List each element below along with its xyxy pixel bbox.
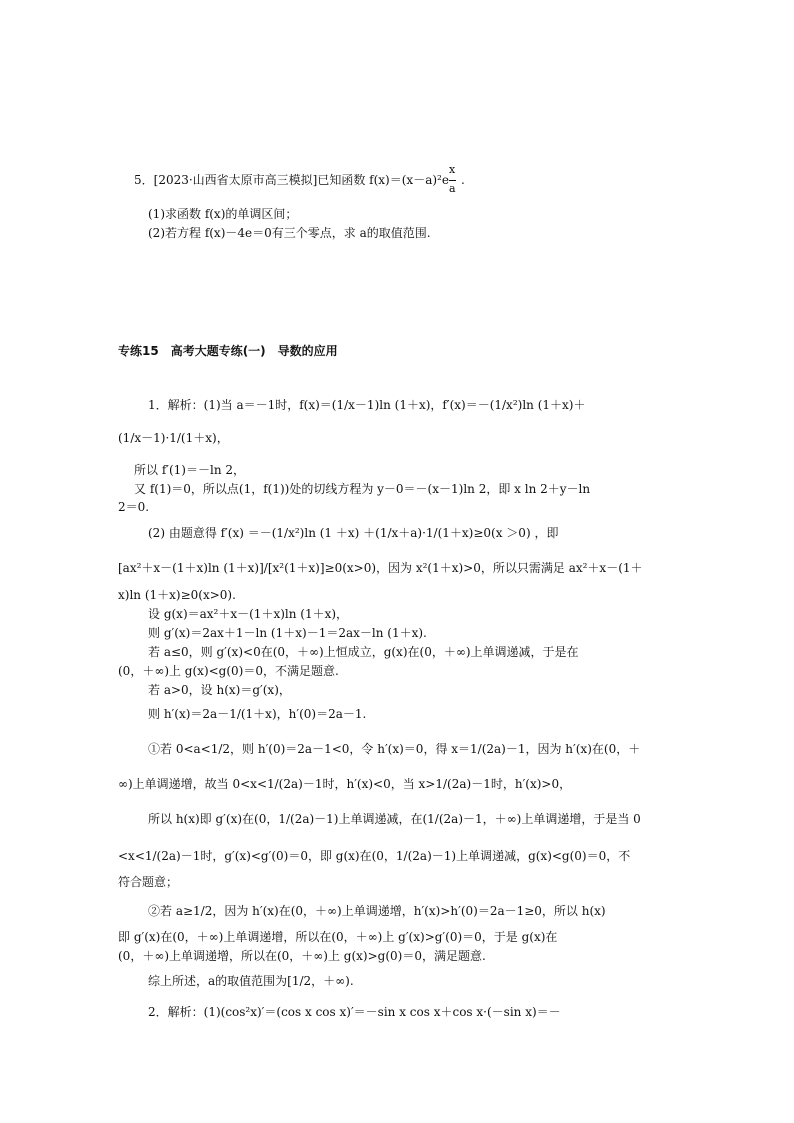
solution-line: 若 a>0，设 h(x)＝g′(x)，: [148, 683, 291, 697]
solution-line: 符合题意；: [118, 875, 179, 889]
solution-line: 则 h′(x)＝2a－1/(1＋x)，h′(0)＝2a－1.: [148, 707, 367, 721]
exponent-denominator: a: [448, 182, 456, 195]
solution-line: 1．解析：(1)当 a＝－1时，f(x)＝(1/x－1)ln (1＋x)，f′(x)＝－(1/x²)ln (1＋x)＋: [148, 398, 586, 412]
solution-line: (1/x－1)·1/(1＋x)，: [118, 431, 229, 445]
exponent-numerator: x: [448, 163, 456, 176]
solution-line: 2．解析：(1)(cos²x)′＝(cos x cos x)′＝－sin x cos x＋cos x·(－sin x)＝－: [148, 1005, 561, 1019]
solution-line: 所以 f′(1)＝－ln 2，: [134, 463, 245, 477]
problem-5-part-2: (2)若方程 f(x)－4e＝0有三个零点，求 a的取值范围.: [148, 226, 431, 240]
section-title: 专练15 高考大题专练(一) 导数的应用: [118, 344, 338, 358]
solution-line: 2＝0.: [118, 500, 150, 514]
solution-line: 又 f(1)＝0，所以点(1，f(1))处的切线方程为 y－0＝－(x－1)ln 2，即 x ln 2＋y－ln: [134, 482, 591, 496]
solution-line: 即 g′(x)在(0，＋∞)上单调递增，所以在(0，＋∞)上 g′(x)>g′(0)＝0，于是 g(x)在: [118, 930, 558, 944]
solution-line: 综上所述，a的取值范围为[1/2，＋∞).: [148, 974, 354, 988]
problem-5-part-1: (1)求函数 f(x)的单调区间；: [148, 207, 298, 221]
solution-line: 若 a≤0，则 g′(x)<0在(0，＋∞)上恒成立，g(x)在(0，＋∞)上单调递减，于是在: [148, 645, 579, 659]
solution-line: 所以 h(x)即 g′(x)在(0，1/(2a)－1)上单调递减，在(1/(2a)－1，＋∞)上单调递增，于是当 0: [148, 812, 641, 826]
solution-line: <x<1/(2a)－1时，g′(x)<g′(0)＝0，即 g(x)在(0，1/(2a)－1)上单调递减，g(x)<g(0)＝0，不: [118, 849, 631, 863]
problem-5-stem: 5．[2023·山西省太原市高三模拟]已知函数 f(x)＝(x－a)²e $\frac{x}{a}$ .: [134, 163, 465, 195]
solution-line: (0，＋∞)上 g(x)<g(0)＝0，不满足题意.: [118, 664, 339, 678]
solution-line: ①若 0<a<1/2，则 h′(0)＝2a－1<0，令 h′(x)＝0，得 x＝1/(2a)－1，因为 h′(x)在(0，＋: [148, 742, 641, 756]
solution-line: (2) 由题意得 f′(x) ＝－(1/x²)ln (1 ＋x) ＋(1/x＋a)·1/(1＋x)≥0(x ＞0) ，即: [148, 526, 559, 540]
solution-line: ∞)上单调递增，故当 0<x<1/(2a)－1时，h′(x)<0，当 x>1/(2a)－1时，h′(x)>0，: [118, 777, 572, 791]
solution-line: x)ln (1＋x)≥0(x>0).: [118, 588, 236, 602]
solution-line: 则 g′(x)＝2ax＋1－ln (1＋x)－1＝2ax－ln (1＋x).: [148, 626, 427, 640]
solution-line: [ax²＋x－(1＋x)ln (1＋x)]/[x²(1＋x)]≥0(x>0)，因为 x²(1＋x)>0，所以只需满足 ax²＋x－(1＋: [118, 561, 643, 575]
solution-line: 设 g(x)＝ax²＋x－(1＋x)ln (1＋x)，: [148, 607, 349, 621]
solution-line: (0，＋∞)上单调递增，所以在(0，＋∞)上 g(x)>g(0)＝0，满足题意.: [118, 949, 486, 963]
solution-line: ②若 a≥1/2，因为 h′(x)在(0，＋∞)上单调递增，h′(x)>h′(0)＝2a－1≥0，所以 h(x): [148, 904, 606, 918]
